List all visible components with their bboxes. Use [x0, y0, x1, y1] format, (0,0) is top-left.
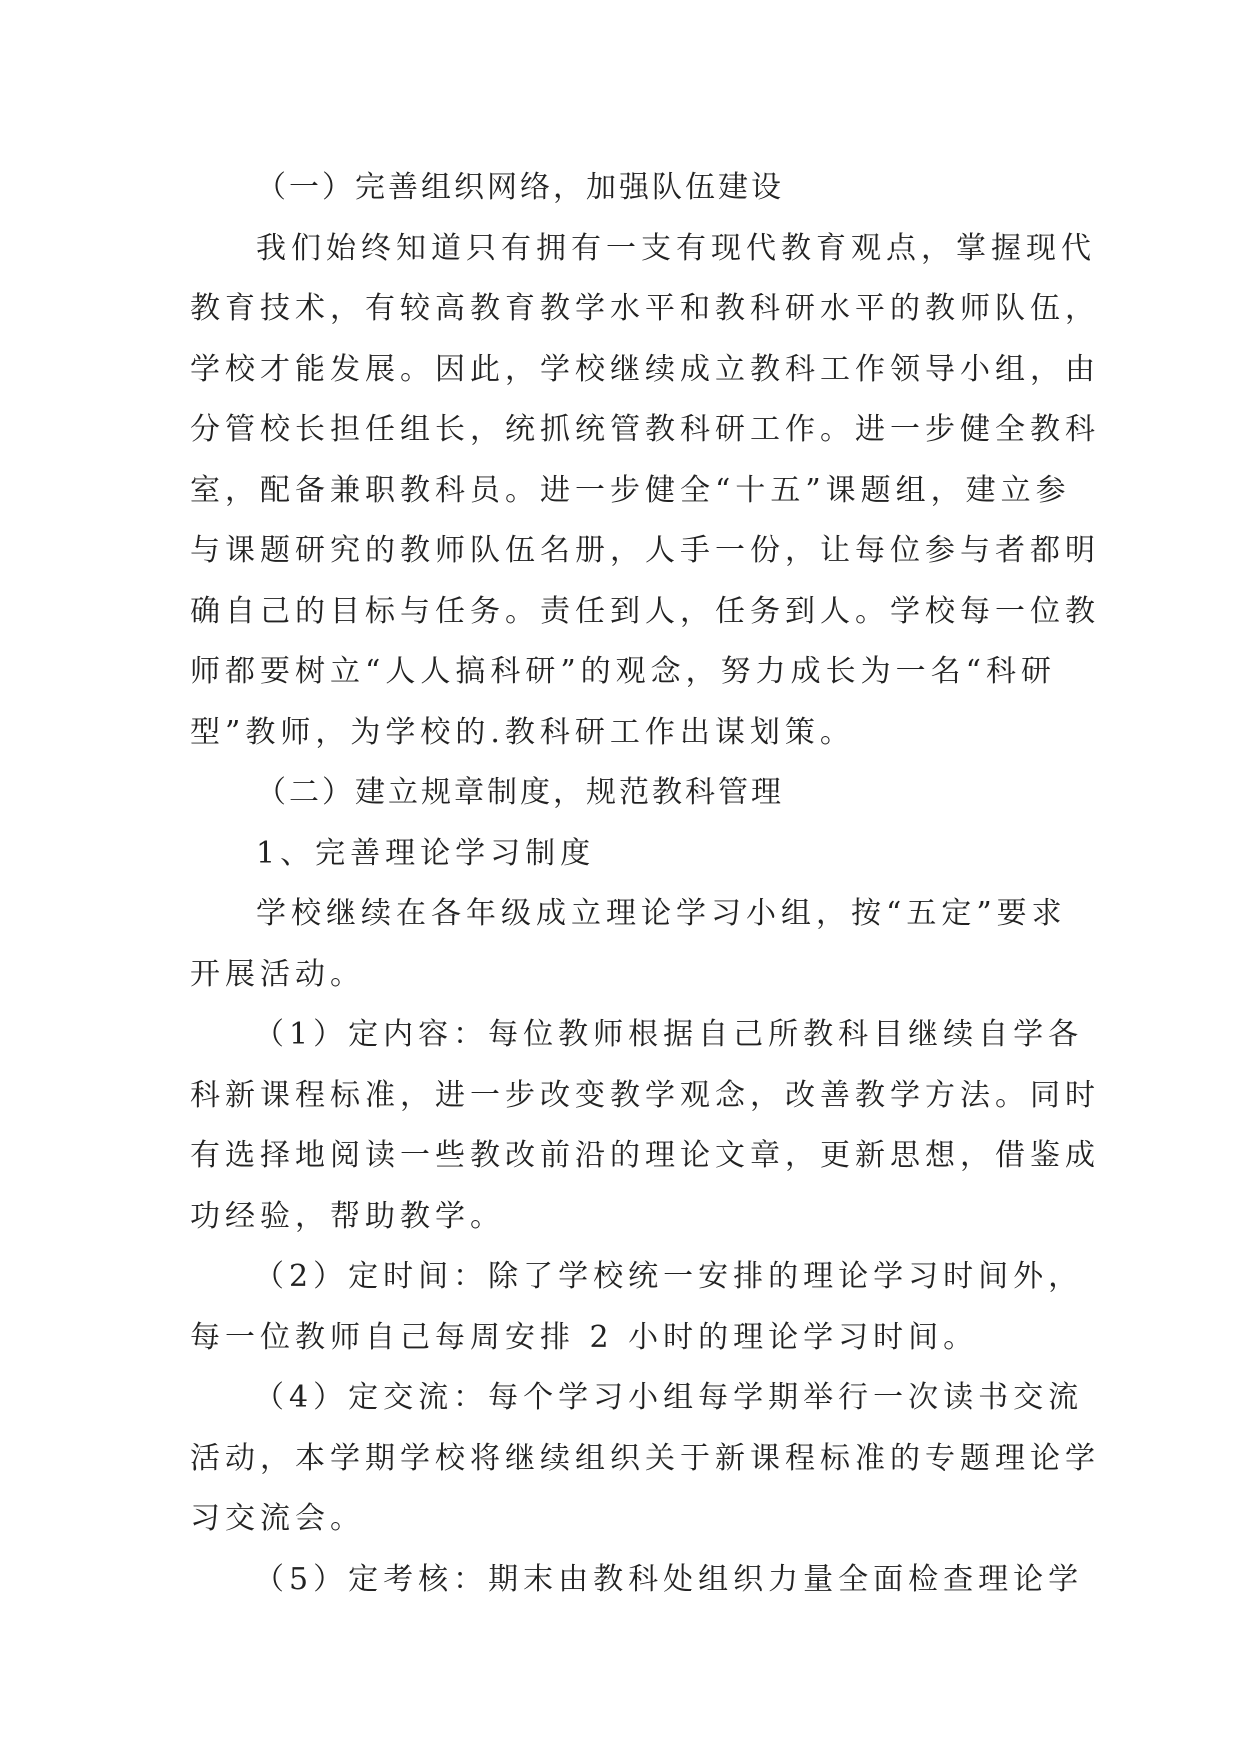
list-item-line: （5）定考核：期末由教科处组织力量全面检查理论学	[254, 1561, 1084, 1597]
paragraph-line: 分管校长担任组长，统抓统管教科研工作。进一步健全教科	[190, 412, 1100, 447]
paragraph-line: 科新课程标准，进一步改变教学观念，改善教学方法。同时	[190, 1077, 1100, 1113]
paragraph-line: 习交流会。	[190, 1501, 365, 1536]
document-body	[190, 158, 1100, 1610]
paragraph-line: 与课题研究的教师队伍名册，人手一份，让每位参与者都明	[190, 533, 1100, 568]
list-item-line: （4）定交流：每个学习小组每学期举行一次读书交流	[254, 1380, 1084, 1415]
paragraph-line: 我们始终知道只有拥有一支有现代教育观点，掌握现代	[256, 230, 1096, 266]
paragraph-line: 学校才能发展。因此，学校继续成立教科工作领导小组，由	[190, 351, 1100, 387]
paragraph-line: 学校继续在各年级成立理论学习小组，按“五定”要求	[256, 896, 1067, 931]
section-heading-2: （二）建立规章制度，规范教科管理	[256, 775, 784, 810]
paragraph-line: 教育技术，有较高教育教学水平和教科研水平的教师队伍，	[190, 291, 1100, 326]
paragraph-line: 活动，本学期学校将继续组织关于新课程标准的专题理论学	[190, 1440, 1100, 1476]
paragraph-line: 功经验，帮助教学。	[190, 1198, 505, 1234]
paragraph-line: 有选择地阅读一些教改前沿的理论文章，更新思想，借鉴成	[190, 1138, 1100, 1173]
list-item-line: （1）定内容：每位教师根据自己所教科目继续自学各	[254, 1017, 1084, 1052]
paragraph-line: 确自己的目标与任务。责任到人，任务到人。学校每一位教	[190, 593, 1100, 629]
paragraph-line: 每一位教师自己每周安排 2 小时的理论学习时间。	[190, 1319, 979, 1355]
paragraph-line: 型”教师，为学校的.教科研工作出谋划策。	[190, 714, 855, 750]
paragraph-line: 开展活动。	[190, 956, 365, 992]
list-item-line: （2）定时间：除了学校统一安排的理论学习时间外，	[254, 1259, 1084, 1294]
section-heading-1: （一）完善组织网络，加强队伍建设	[256, 170, 784, 205]
subsection-heading: 1、完善理论学习制度	[256, 835, 596, 871]
paragraph-line: 室，配备兼职教科员。进一步健全“十五”课题组，建立参	[190, 472, 1071, 508]
paragraph-line: 师都要树立“人人搞科研”的观念，努力成长为一名“科研	[190, 654, 1057, 689]
